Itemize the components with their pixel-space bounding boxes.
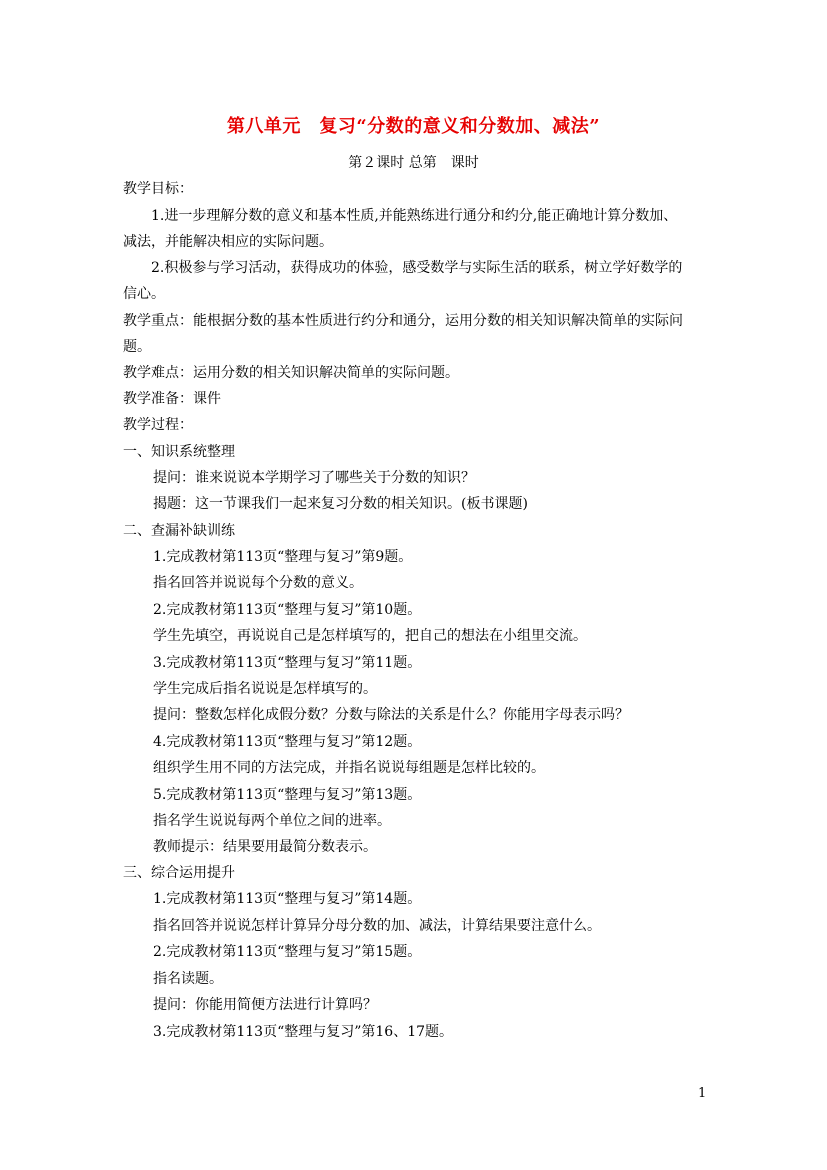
text-line: 指名读题。 <box>153 971 223 987</box>
text-line: 减法，并能解决相应的实际问题。 <box>123 234 333 250</box>
text-line: 5.完成教材第113页“整理与复习”第13题。 <box>153 787 422 803</box>
text-line: 教学准备：课件 <box>123 391 221 407</box>
text-line: 2.完成教材第113页“整理与复习”第10题。 <box>153 602 422 618</box>
text-line: 指名回答并说说每个分数的意义。 <box>153 575 363 591</box>
text-line: 指名学生说说每两个单位之间的进率。 <box>153 813 391 829</box>
text-line: 教学过程： <box>123 417 193 433</box>
text-line: 教师提示：结果要用最简分数表示。 <box>153 839 377 855</box>
section-heading: 一、知识系统整理 <box>123 444 235 460</box>
section-heading: 三、综合运用提升 <box>123 865 235 881</box>
text-line: 1.完成教材第113页“整理与复习”第14题。 <box>153 891 422 907</box>
text-line: 2.完成教材第113页“整理与复习”第15题。 <box>153 944 422 960</box>
document-title: 第八单元 复习“分数的意义和分数加、减法” <box>226 116 601 137</box>
text-line: 信心。 <box>123 286 165 302</box>
text-line: 4.完成教材第113页“整理与复习”第12题。 <box>153 734 422 750</box>
text-line: 学生完成后指名说说是怎样填写的。 <box>153 681 377 697</box>
text-line: 揭题：这一节课我们一起来复习分数的相关知识。(板书课题) <box>153 496 528 512</box>
text-line: 学生先填空，再说说自己是怎样填写的，把自己的想法在小组里交流。 <box>153 628 587 644</box>
text-line: 教学目标： <box>123 181 193 197</box>
lesson-subtitle: 第２课时 总第 课时 <box>348 155 479 171</box>
text-line: 提问：谁来说说本学期学习了哪些关于分数的知识？ <box>153 470 475 486</box>
section-heading: 二、查漏补缺训练 <box>123 523 235 539</box>
text-line: 题。 <box>123 339 151 355</box>
text-line: 1.进一步理解分数的意义和基本性质,并能熟练进行通分和约分,能正确地计算分数加、 <box>151 208 678 224</box>
text-line: 教学难点：运用分数的相关知识解决简单的实际问题。 <box>123 365 459 381</box>
text-line: 2.积极参与学习活动，获得成功的体验，感受数学与实际生活的联系，树立学好数学的 <box>151 260 683 276</box>
text-line: 1.完成教材第113页“整理与复习”第9题。 <box>153 549 413 565</box>
text-line: 3.完成教材第113页“整理与复习”第11题。 <box>153 655 422 671</box>
text-line: 组织学生用不同的方法完成，并指名说说每组题是怎样比较的。 <box>153 760 545 776</box>
text-line: 提问：你能用简便方法进行计算吗？ <box>153 997 377 1013</box>
text-line: 3.完成教材第113页“整理与复习”第16、17题。 <box>153 1024 454 1040</box>
text-line: 指名回答并说说怎样计算异分母分数的加、减法，计算结果要注意什么。 <box>153 918 601 934</box>
text-line: 教学重点：能根据分数的基本性质进行约分和通分，运用分数的相关知识解决简单的实际问 <box>123 313 683 329</box>
text-line: 提问：整数怎样化成假分数？分数与除法的关系是什么？你能用字母表示吗？ <box>153 707 629 723</box>
page-number: 1 <box>698 1086 707 1101</box>
